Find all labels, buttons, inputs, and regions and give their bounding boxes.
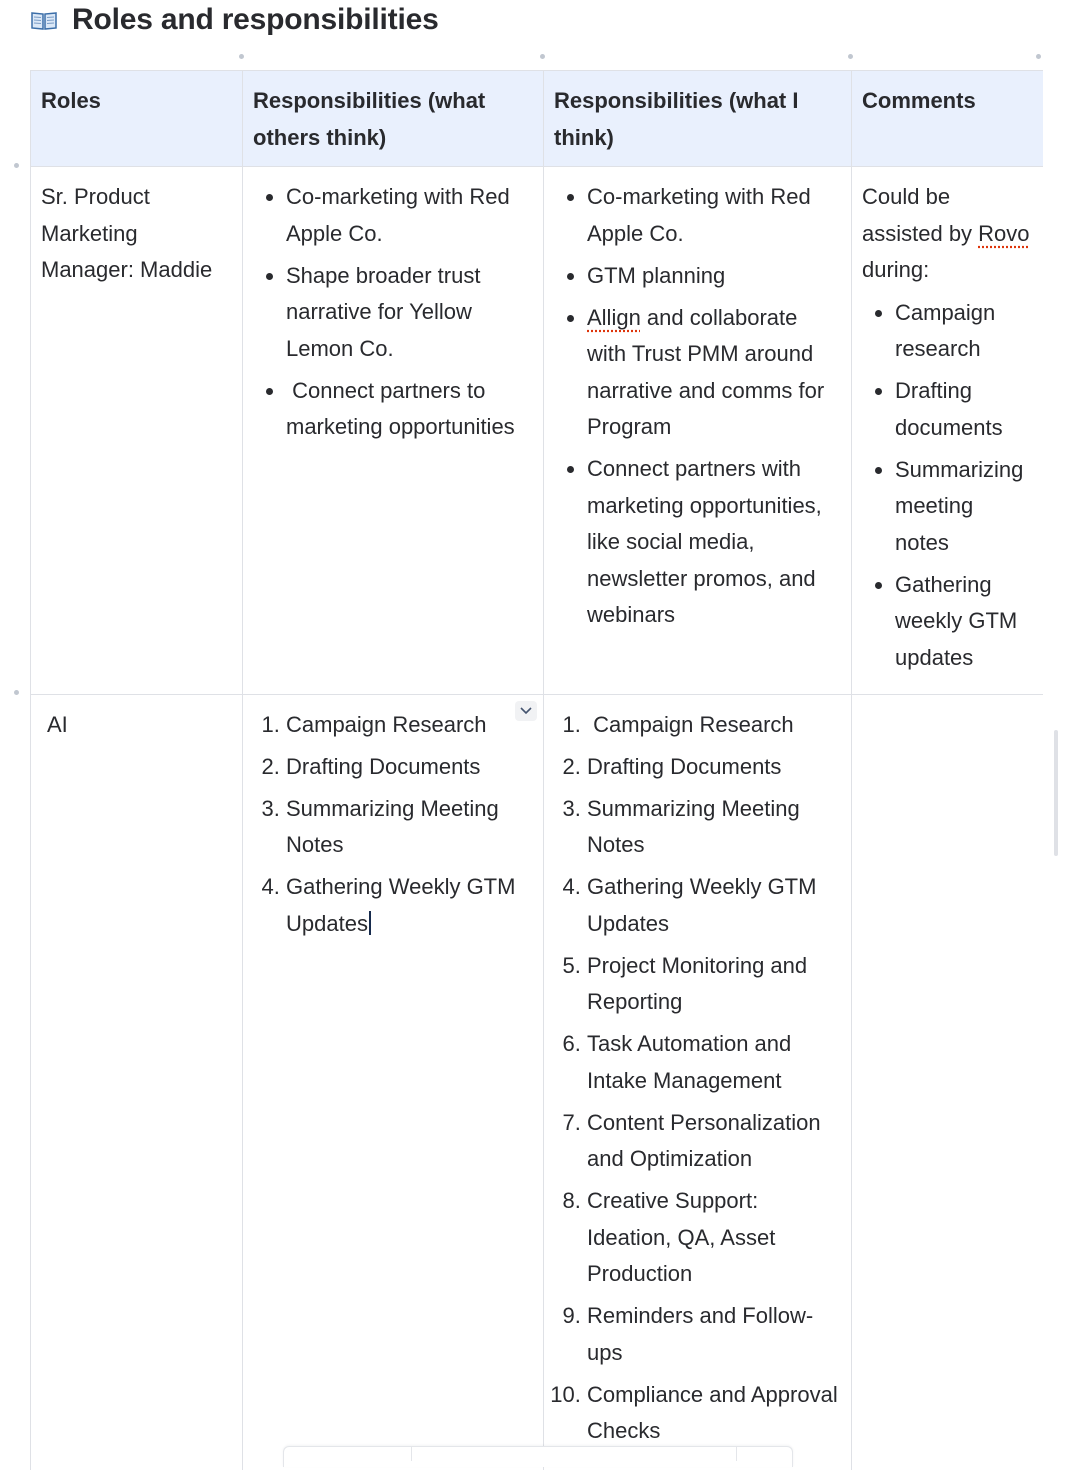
header-others-think[interactable]: Responsibilities (what others think) [243, 71, 544, 167]
list-item: • Summarizing meeting notes [895, 452, 1033, 562]
list-item: 6. Task Automation and Intake Management [587, 1026, 841, 1099]
comments-intro [862, 179, 1033, 289]
chevron-down-icon [519, 706, 533, 716]
list-options-button[interactable] [515, 701, 537, 721]
cell-others-think[interactable] [243, 167, 544, 695]
list-item: • Campaign research [895, 295, 1033, 368]
list-item: 1. Campaign Research [286, 707, 533, 744]
misspelled-word: Allign [587, 304, 641, 330]
list-item: • Gathering weekly GTM updates [895, 567, 1033, 677]
column-handle[interactable] [1036, 54, 1041, 59]
table-row [31, 167, 1044, 695]
list-item: 2. Drafting Documents [587, 749, 841, 786]
comments-intro-prefix: Could be assisted by [862, 184, 979, 246]
scrollbar-thumb[interactable] [1054, 730, 1058, 856]
list-item: 3. Summarizing Meeting Notes [587, 791, 841, 864]
toolbar-divider [736, 1447, 737, 1461]
list-item: 7. Content Personalization and Optimization [587, 1105, 841, 1178]
row-handle[interactable] [14, 690, 19, 695]
cell-i-think[interactable] [544, 694, 852, 1470]
misspelled-word: Rovo [978, 220, 1030, 246]
list-item: 8. Creative Support: Ideation, QA, Asset Production [587, 1183, 841, 1293]
list-item: • Connect partners to marketing opportunities [286, 373, 533, 446]
column-handle[interactable] [239, 54, 244, 59]
list-item: 5. Project Monitoring and Reporting [587, 948, 841, 1021]
table-header-row [31, 71, 1044, 167]
cell-role[interactable] [31, 167, 243, 695]
list-item: 10. Compliance and Approval Checks [587, 1377, 841, 1450]
floating-toolbar[interactable] [283, 1446, 793, 1467]
header-roles[interactable]: Roles [31, 71, 243, 167]
list-item: • Co-marketing with Red Apple Co. [587, 179, 841, 252]
cell-others-think[interactable] [243, 694, 544, 1470]
cell-i-think[interactable] [544, 167, 852, 695]
roles-table [30, 70, 1043, 1470]
open-book-icon [30, 9, 58, 31]
row-handle[interactable] [14, 163, 19, 168]
section-heading [30, 0, 439, 40]
role-text: AI [47, 711, 68, 737]
page-title: Roles and responsibilities [72, 3, 439, 36]
cell-role[interactable] [31, 694, 243, 1470]
list-item: • Co-marketing with Red Apple Co. [286, 179, 533, 252]
cell-comments[interactable] [852, 694, 1044, 1470]
list-item-text: Gathering Weekly GTM Updates [286, 874, 516, 936]
list-item-rest: and collaborate with Trust PMM around narrative and comms for Program [587, 304, 825, 439]
list-item: • Drafting documents [895, 373, 1033, 446]
table-row [31, 694, 1044, 1470]
list-item: 3. Summarizing Meeting Notes [286, 791, 533, 864]
list-item: 2. Drafting Documents [286, 749, 533, 786]
role-text: Sr. Product Marketing Manager: Maddie [41, 184, 213, 282]
column-handle[interactable] [848, 54, 853, 59]
header-comments[interactable]: Comments [852, 71, 1044, 167]
bullet-list [554, 179, 841, 634]
column-handle[interactable] [540, 54, 545, 59]
numbered-list [253, 707, 533, 943]
list-item: 4. Gathering Weekly GTM Updates [587, 869, 841, 942]
toolbar-divider [411, 1447, 412, 1461]
roles-table-container [30, 70, 1043, 1470]
bullet-list [253, 179, 533, 446]
text-cursor [369, 911, 371, 935]
list-item [587, 300, 841, 446]
comments-intro-suffix: during: [862, 257, 930, 282]
bullet-list [862, 295, 1033, 677]
cell-comments[interactable] [852, 167, 1044, 695]
header-i-think[interactable]: Responsibilities (what I think) [544, 71, 852, 167]
list-item [286, 869, 533, 942]
list-item: 1. Campaign Research [587, 707, 841, 744]
list-item: • Connect partners with marketing opportunities, like social media, newsletter promos, and webinars [587, 451, 841, 634]
list-item: 9. Reminders and Follow-ups [587, 1298, 841, 1371]
numbered-list [554, 707, 841, 1450]
list-item: • Shape broader trust narrative for Yellow Lemon Co. [286, 258, 533, 368]
list-item: • GTM planning [587, 258, 841, 295]
